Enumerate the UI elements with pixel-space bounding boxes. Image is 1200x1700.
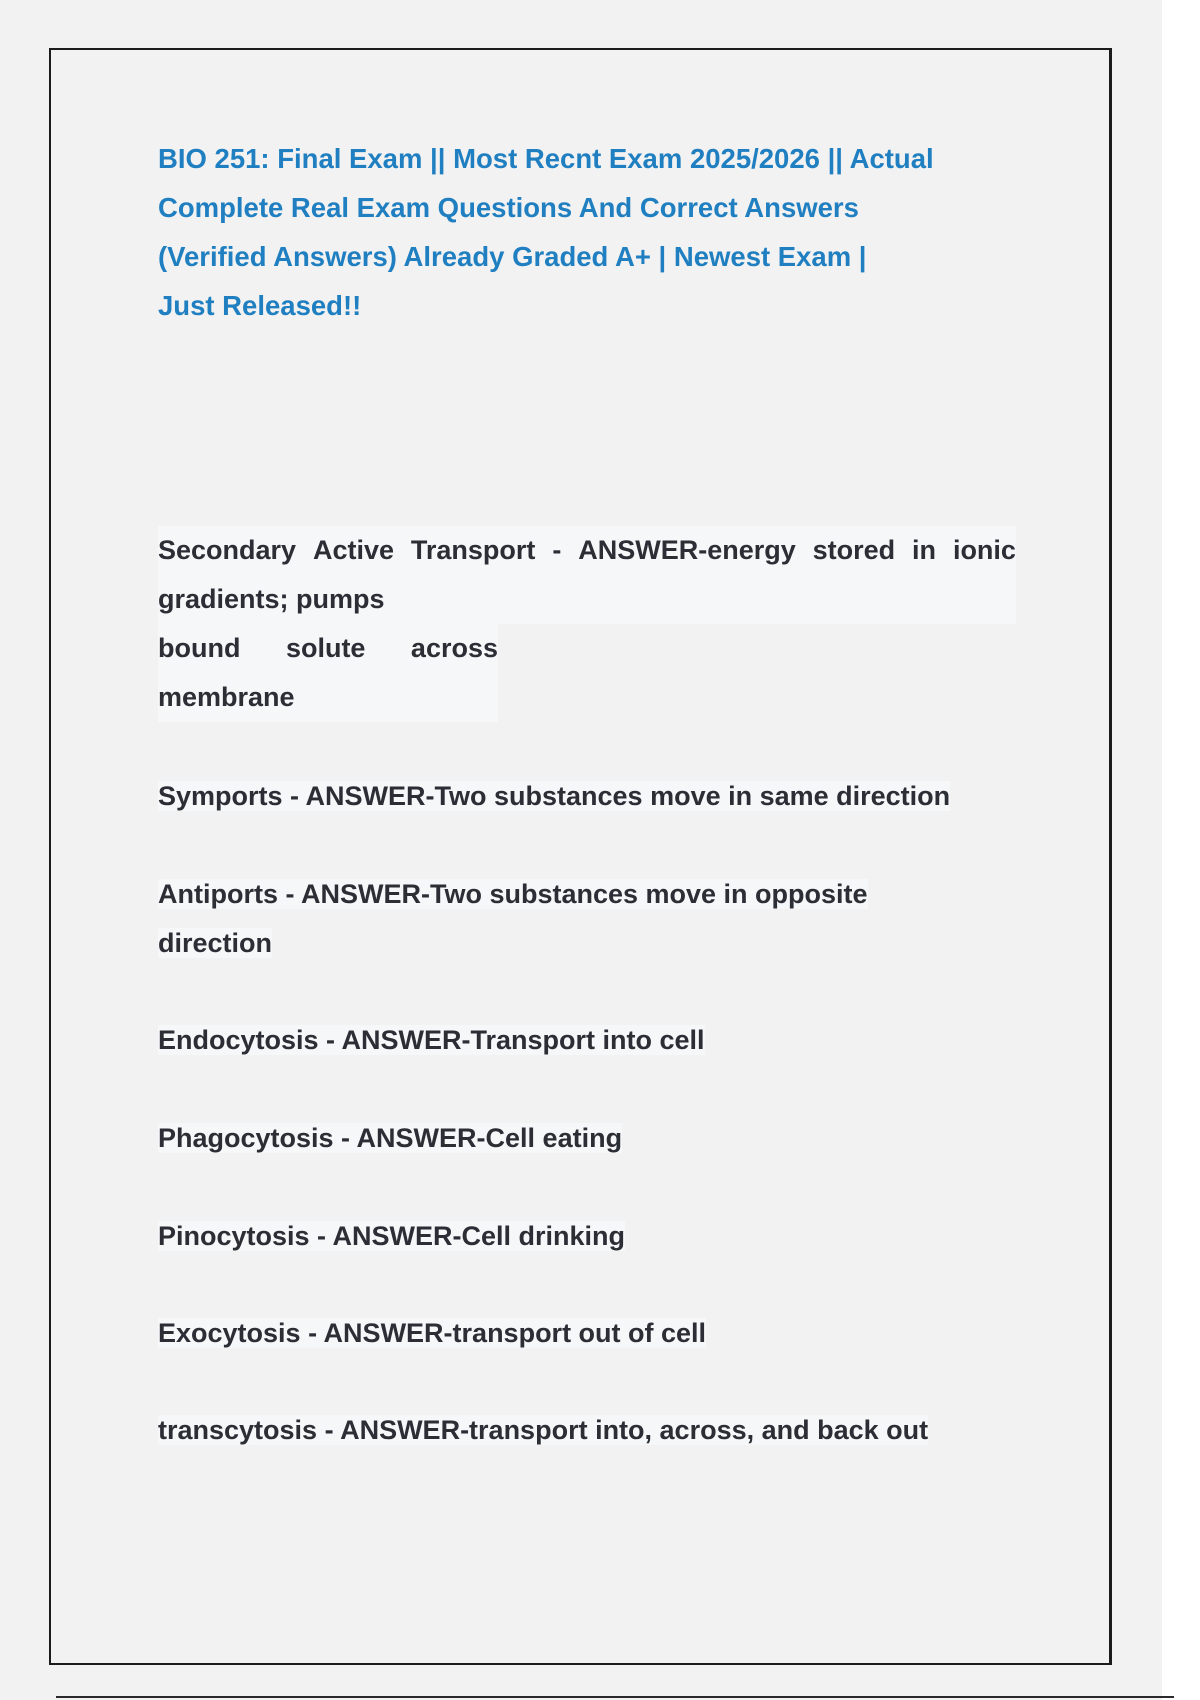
title-line-1: BIO 251: Final Exam || Most Recnt Exam 2025/2026 || Actual xyxy=(158,143,934,174)
entry-phagocytosis: Phagocytosis - ANSWER-Cell eating xyxy=(158,1123,623,1153)
title-line-2: Complete Real Exam Questions And Correct Answers xyxy=(158,192,859,223)
entry-secondary-active-transport xyxy=(158,526,1016,722)
entry-exocytosis: Exocytosis - ANSWER-transport out of cell xyxy=(158,1318,707,1348)
entry-line-3: bound solute across xyxy=(158,624,498,673)
entry-line-4: membrane xyxy=(158,673,498,722)
entry-endocytosis: Endocytosis - ANSWER-Transport into cell xyxy=(158,1025,705,1055)
entry-symports: Symports - ANSWER-Two substances move in same direction xyxy=(158,781,951,811)
document-title xyxy=(158,134,978,330)
title-line-4: Just Released!! xyxy=(158,290,362,321)
entry-line-1: Secondary Active Transport - ANSWER-energy stored in ionic xyxy=(158,526,1016,575)
title-line-3: (Verified Answers) Already Graded A+ | Newest Exam | xyxy=(158,241,867,272)
entry-antiports-continued: direction xyxy=(158,928,273,958)
entry-line-2: gradients; pumps xyxy=(158,575,1016,624)
entry-pinocytosis: Pinocytosis - ANSWER-Cell drinking xyxy=(158,1221,626,1251)
entry-antiports: Antiports - ANSWER-Two substances move in opposite xyxy=(158,879,868,909)
entry-transcytosis: transcytosis - ANSWER-transport into, across, and back out xyxy=(158,1415,929,1445)
bottom-rule xyxy=(56,1696,1174,1698)
